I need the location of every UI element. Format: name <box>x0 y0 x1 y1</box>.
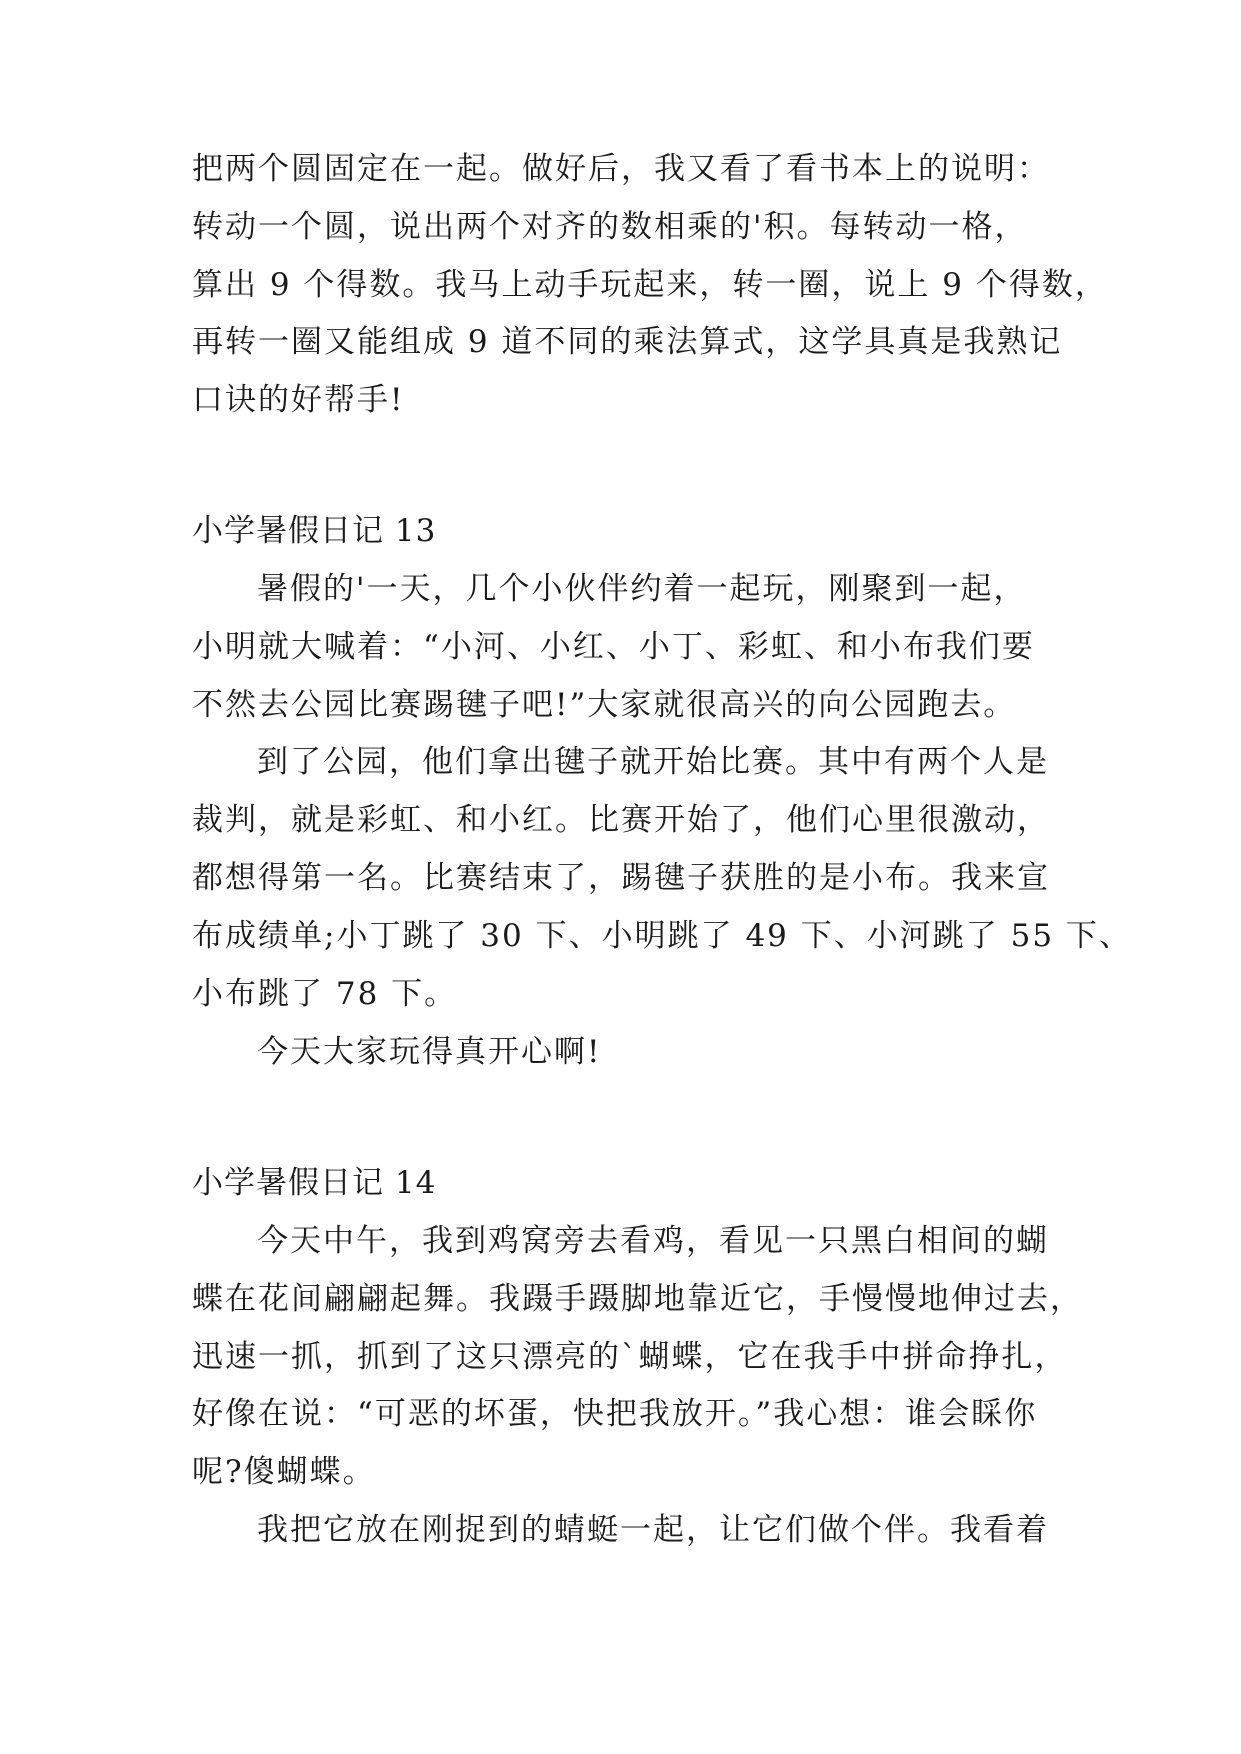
text-line: 布成绩单;小丁跳了 30 下、小明跳了 49 下、小河跳了 55 下、 <box>192 918 1132 954</box>
text-line: 口诀的好帮手! <box>192 382 405 418</box>
text-line: 呢?傻蝴蝶。 <box>192 1454 376 1490</box>
text-line: 今天大家玩得真开心啊! <box>257 1034 602 1070</box>
text-line: 我把它放在刚捉到的蜻蜓一起，让它们做个伴。我看着 <box>257 1512 1049 1548</box>
entry-title: 小学暑假日记 14 <box>192 1165 437 1201</box>
text-line: 暑假的'一天，几个小伙伴约着一起玩，刚聚到一起， <box>257 571 1027 607</box>
text-line: 再转一圈又能组成 9 道不同的乘法算式，这学具真是我熟记 <box>192 324 1063 360</box>
text-line: 今天中午，我到鸡窝旁去看鸡，看见一只黑白相间的蝴 <box>257 1223 1049 1259</box>
text-line: 转动一个圆，说出两个对齐的数相乘的'积。每转动一格， <box>192 209 1028 245</box>
text-line: 把两个圆固定在一起。做好后，我又看了看书本上的说明： <box>192 151 1050 187</box>
text-line: 好像在说：“可恶的坏蛋，快把我放开。”我心想：谁会睬你 <box>192 1396 1038 1432</box>
entry-title: 小学暑假日记 13 <box>192 513 437 549</box>
text-line: 小明就大喊着：“小河、小红、小丁、彩虹、和小布我们要 <box>192 629 1035 665</box>
text-line: 迅速一抓，抓到了这只漂亮的`蝴蝶，它在我手中拼命挣扎， <box>192 1339 1068 1375</box>
text-line: 都想得第一名。比赛结束了，踢毽子获胜的是小布。我来宣 <box>192 860 1050 896</box>
text-line: 裁判，就是彩虹、和小红。比赛开始了，他们心里很激动， <box>192 802 1050 838</box>
text-line: 蝶在花间翩翩起舞。我蹑手蹑脚地靠近它，手慢慢地伸过去， <box>192 1281 1083 1317</box>
text-line: 小布跳了 78 下。 <box>192 976 458 1012</box>
text-line: 不然去公园比赛踢毽子吧!”大家就很高兴的向公园跑去。 <box>192 687 1017 723</box>
text-line: 到了公园，他们拿出毽子就开始比赛。其中有两个人是 <box>257 744 1049 780</box>
text-line: 算出 9 个得数。我马上动手玩起来，转一圈，说上 9 个得数， <box>192 267 1108 303</box>
